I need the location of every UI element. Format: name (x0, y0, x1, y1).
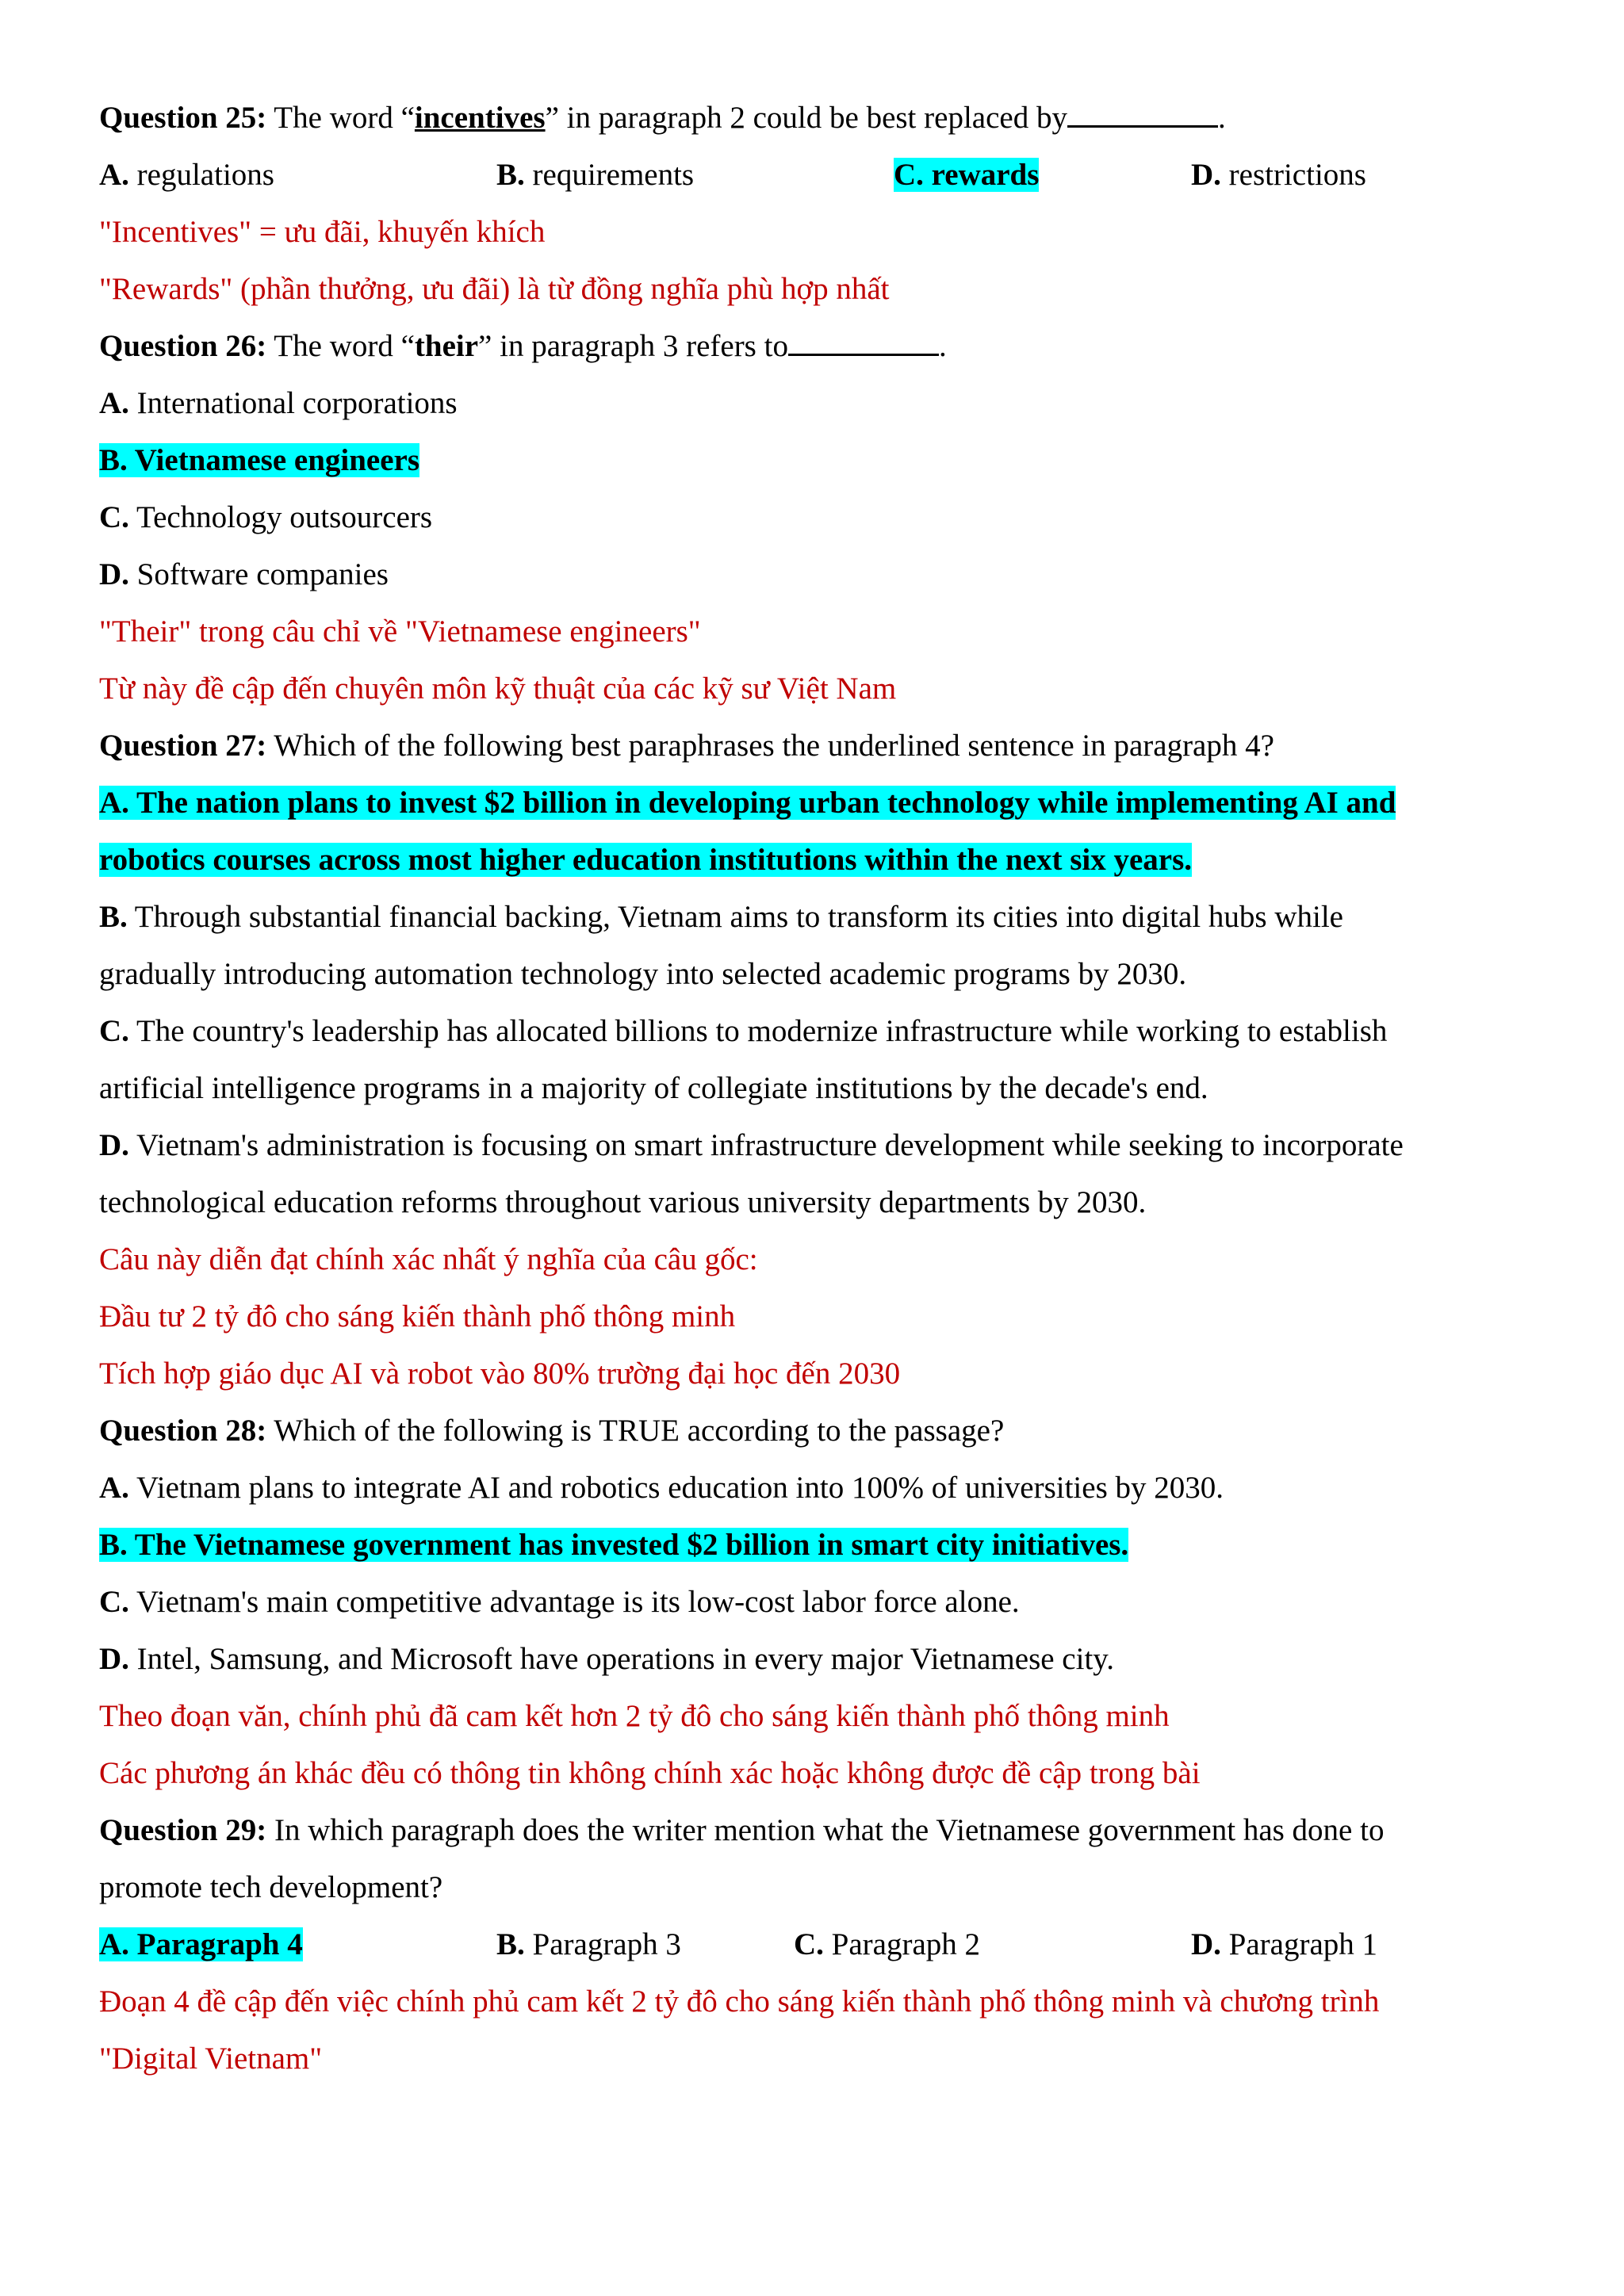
q27-option-d-line-1: D. Vietnam's administration is focusing on smart infrastructure development while seeking to incorporate (99, 1128, 1404, 1162)
answer-blank (1067, 101, 1218, 128)
q27-option-a-correct-line-1: A. The nation plans to invest $2 billion in developing urban technology while implementing AI and (99, 786, 1396, 820)
q27-explanation-1: Câu này diễn đạt chính xác nhất ý nghĩa của câu gốc: (99, 1242, 758, 1276)
q29-option-a-correct: A. Paragraph 4 (99, 1927, 303, 1961)
question-label: Question 25: (99, 101, 267, 135)
q25-explanation-1: "Incentives" = ưu đãi, khuyến khích (99, 215, 546, 249)
question-26: Question 26: The word “their” in paragraph 3 refers to . (99, 329, 947, 363)
q26-option-d: D. Software companies (99, 557, 389, 591)
question-label: Question 26: (99, 329, 267, 363)
q28-option-b-correct: B. The Vietnamese government has invested $2 billion in smart city initiatives. (99, 1528, 1129, 1562)
question-label: Question 27: (99, 729, 267, 763)
q26-option-a: A. International corporations (99, 386, 458, 420)
q25-option-a: A. regulations (99, 158, 274, 192)
q25-option-d: D. restrictions (1191, 158, 1366, 192)
q25-option-c-correct: C. rewards (894, 158, 1040, 192)
q27-option-c-line-2: artificial intelligence programs in a majority of collegiate institutions by the decade's end. (99, 1071, 1208, 1105)
q29-option-b: B. Paragraph 3 (496, 1927, 681, 1961)
q27-option-a-correct-line-2: robotics courses across most higher education institutions within the next six years. (99, 843, 1193, 877)
q25-option-b: B. requirements (496, 158, 695, 192)
q29-option-c: C. Paragraph 2 (794, 1927, 981, 1961)
q28-option-d: D. Intel, Samsung, and Microsoft have operations in every major Vietnamese city. (99, 1642, 1114, 1676)
q25-explanation-2: "Rewards" (phần thưởng, ưu đãi) là từ đồng nghĩa phù hợp nhất (99, 272, 890, 306)
question-label: Question 28: (99, 1414, 267, 1448)
target-word: their (414, 329, 479, 363)
q26-explanation-2: Từ này đề cập đến chuyên môn kỹ thuật của các kỹ sư Việt Nam (99, 672, 897, 706)
question-29-line-2: promote tech development? (99, 1870, 443, 1904)
q26-explanation-1: "Their" trong câu chỉ về "Vietnamese engineers" (99, 614, 701, 649)
q28-option-a: A. Vietnam plans to integrate AI and robotics education into 100% of universities by 2030. (99, 1471, 1224, 1505)
q29-explanation-2: "Digital Vietnam" (99, 2042, 323, 2076)
answer-blank (788, 330, 939, 356)
q27-option-b-line-2: gradually introducing automation technology into selected academic programs by 2030. (99, 957, 1187, 991)
q29-explanation-1: Đoạn 4 đề cập đến việc chính phủ cam kết 2 tỷ đô cho sáng kiến thành phố thông minh và chương trình (99, 1984, 1380, 2019)
q27-option-d-line-2: technological education reforms throughout various university departments by 2030. (99, 1185, 1147, 1219)
q28-explanation-1: Theo đoạn văn, chính phủ đã cam kết hơn 2 tỷ đô cho sáng kiến thành phố thông minh (99, 1699, 1170, 1733)
question-25: Question 25: The word “incentives” in paragraph 2 could be best replaced by . (99, 101, 1226, 135)
question-27: Question 27: Which of the following best paraphrases the underlined sentence in paragraph 4? (99, 729, 1274, 763)
q28-explanation-2: Các phương án khác đều có thông tin không chính xác hoặc không được đề cập trong bài (99, 1756, 1201, 1790)
q27-option-c-line-1: C. The country's leadership has allocated billions to modernize infrastructure while working to establish (99, 1014, 1388, 1048)
q26-option-b-correct: B. Vietnamese engineers (99, 443, 420, 477)
q27-explanation-3: Tích hợp giáo dục AI và robot vào 80% trường đại học đến 2030 (99, 1357, 901, 1391)
q28-option-c: C. Vietnam's main competitive advantage is its low-cost labor force alone. (99, 1585, 1020, 1619)
question-29: Question 29: In which paragraph does the writer mention what the Vietnamese government has done to (99, 1813, 1385, 1847)
q27-explanation-2: Đầu tư 2 tỷ đô cho sáng kiến thành phố thông minh (99, 1299, 736, 1334)
question-label: Question 29: (99, 1813, 267, 1847)
q29-option-d: D. Paragraph 1 (1191, 1927, 1378, 1961)
question-28: Question 28: Which of the following is TRUE according to the passage? (99, 1414, 1005, 1448)
target-word: incentives (414, 101, 546, 135)
q27-option-b-line-1: B. Through substantial financial backing, Vietnam aims to transform its cities into digital hubs while (99, 900, 1343, 934)
q26-option-c: C. Technology outsourcers (99, 500, 433, 534)
